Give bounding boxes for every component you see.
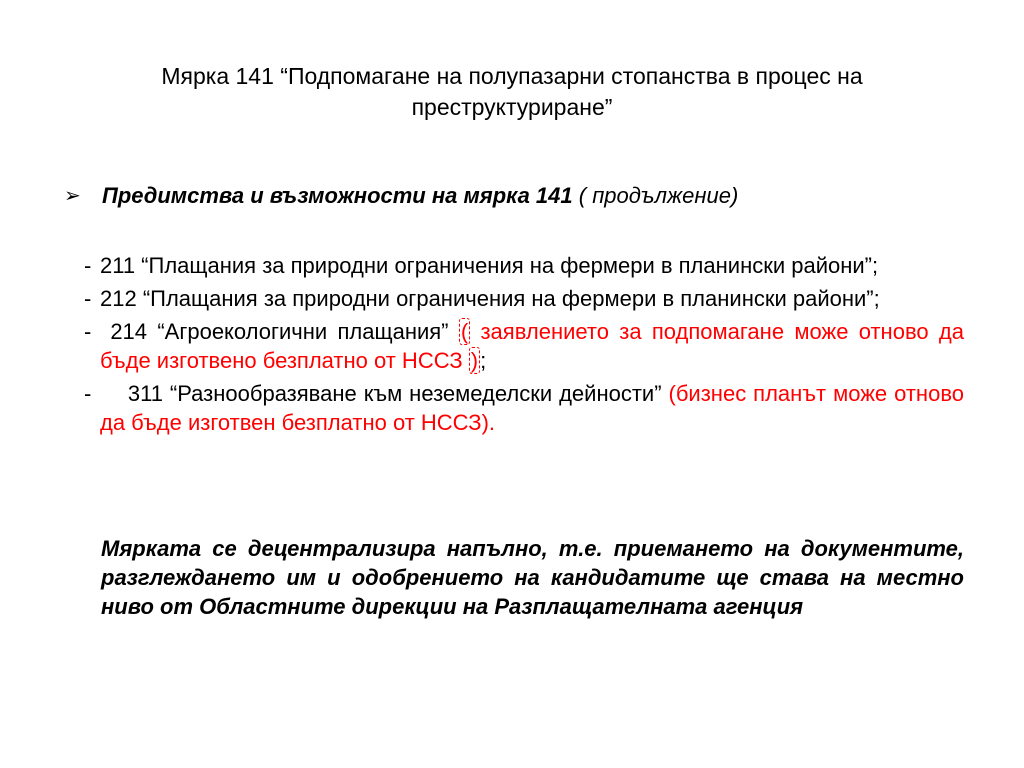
list-item [84,284,964,313]
open-paren-highlight: ( [460,319,469,344]
item-text [100,317,964,375]
red-note: (бизнес планът може отново да бъде изготвен безплатно от НССЗ). [100,381,964,435]
heading-continuation: ( продължение) [572,183,739,208]
item-label: 311 “Разнообразяване към неземеделски дейности” [127,381,669,406]
arrow-bullet-icon: ➢ [64,185,81,207]
dash-marker: - [84,253,92,278]
dash-marker: - [84,286,92,311]
measures-list [84,251,964,441]
item-label: 214 “Агроекологични плащания” [110,319,459,344]
slide-title: Мярка 141 “Подпомагане на полупазарни стопанства в процес на преструктуриране” [161,63,863,120]
heading-bold: Предимства и възможности на мярка 141 [102,183,573,208]
dash-marker: - [84,319,92,344]
list-item [84,251,964,280]
heading-text [102,182,738,210]
list-item [84,379,964,437]
item-text: 212 “Плащания за природни ограничения на фермери в планински райони”; [100,286,880,311]
decentralization-note: Мярката се децентрализира напълно, т.е. приемането на документите, разглеждането им и одобрението на кандидатите ще става на местно ниво от Областните дирекции на Разплащателната агенция [101,536,964,619]
item-text: 211 “Плащания за природни ограничения на фермери в планински райони”; [100,253,879,278]
item-tail: ; [480,348,487,373]
dash-marker: - [84,381,92,406]
item-text [100,379,964,437]
list-item [84,317,964,375]
close-paren-highlight: ) [470,348,479,373]
red-note: заявлението за подпомагане може отново да бъде изготвено безплатно от НССЗ [100,319,964,373]
